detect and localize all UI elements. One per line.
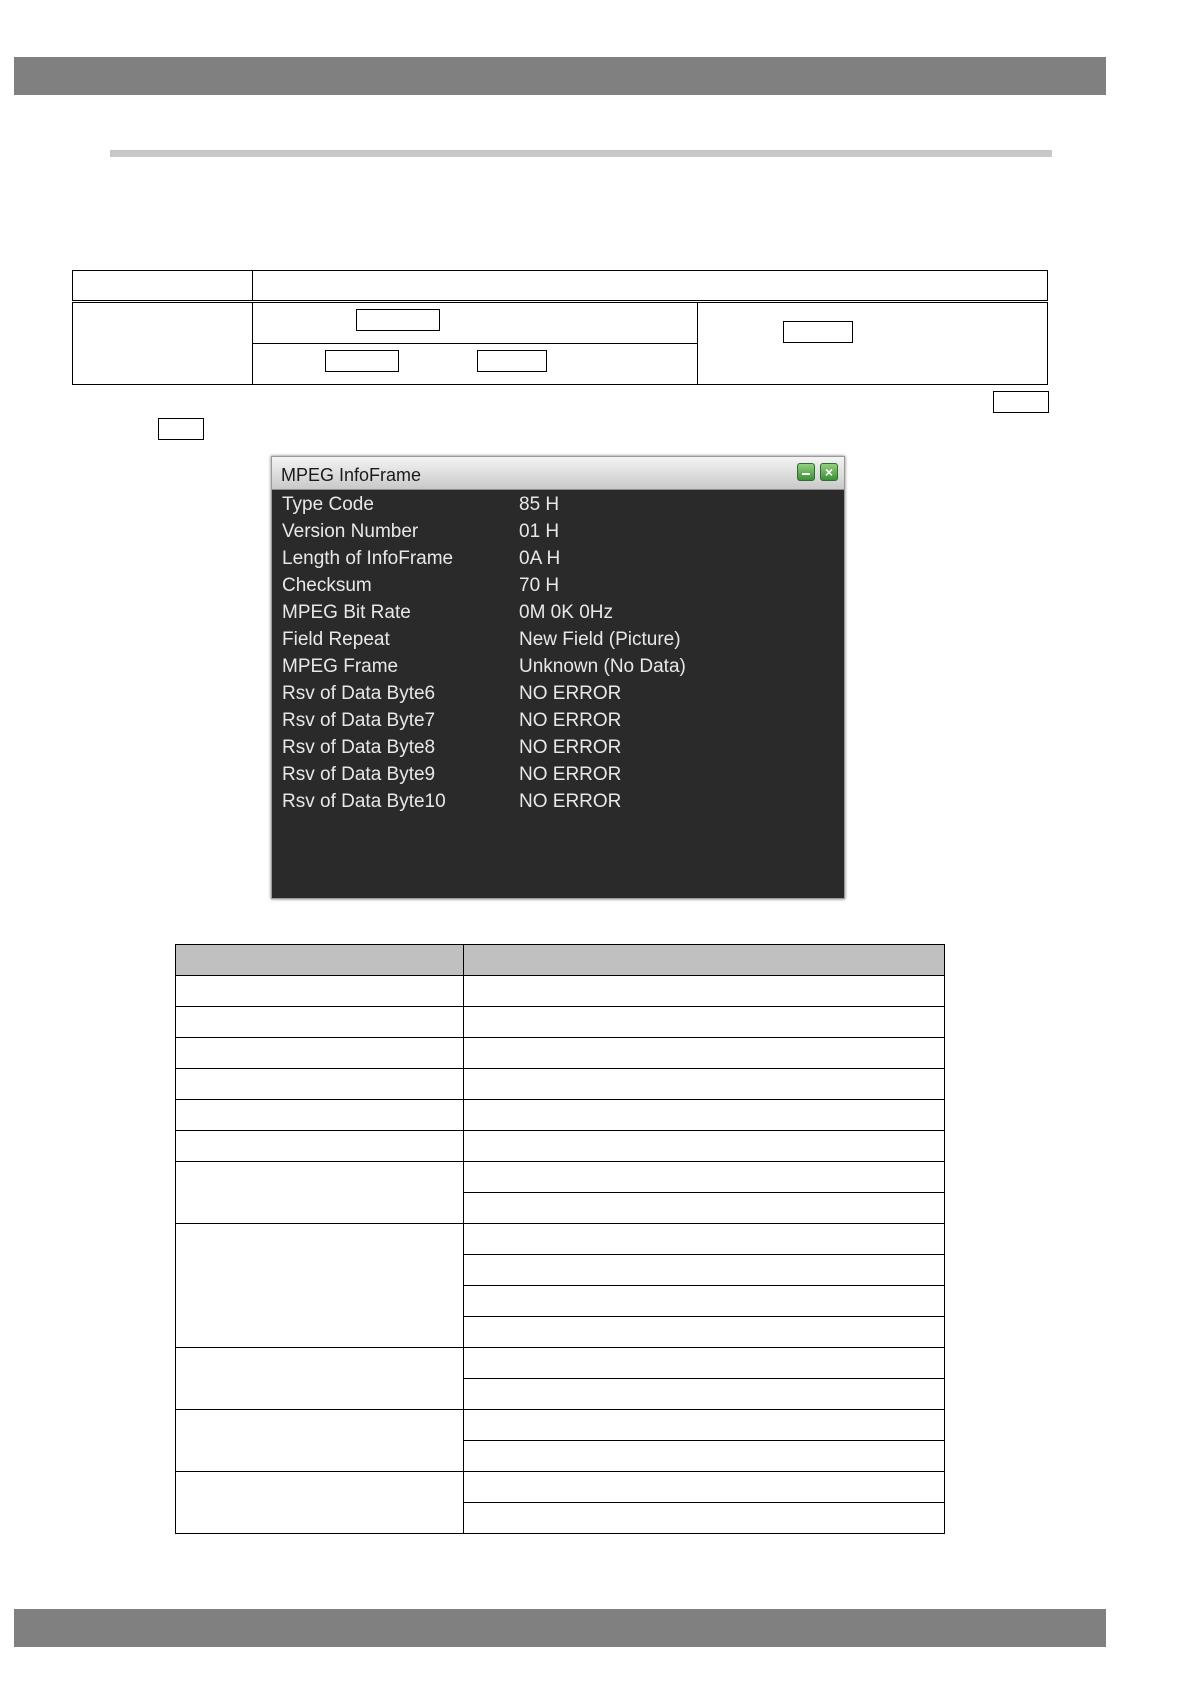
info-label: Rsv of Data Byte7 — [282, 710, 436, 731]
spec-table-row — [176, 976, 945, 1007]
info-value: NO ERROR — [519, 737, 622, 758]
spec-cell — [464, 1255, 945, 1286]
info-label: Length of InfoFrame — [282, 548, 454, 569]
info-value: NO ERROR — [519, 683, 622, 704]
spec-cell — [464, 1348, 945, 1379]
spec-header-cell — [464, 945, 945, 976]
info-row-rsv-byte10 — [272, 788, 844, 815]
info-row-mpeg-frame — [272, 653, 844, 680]
info-label: Checksum — [282, 575, 372, 596]
spec-table-header — [176, 945, 945, 976]
info-value: 70 H — [519, 575, 560, 596]
spec-cell — [464, 1317, 945, 1348]
spec-cell — [464, 1038, 945, 1069]
spec-table-row — [176, 1224, 945, 1255]
info-row-length — [272, 545, 844, 572]
op-table-cell-lower — [252, 343, 698, 385]
spec-cell — [464, 1069, 945, 1100]
spec-cell — [464, 1379, 945, 1410]
info-label: Field Repeat — [282, 629, 390, 650]
info-label: Rsv of Data Byte8 — [282, 737, 436, 758]
info-row-checksum — [272, 572, 844, 599]
mpeg-infoframe-window — [271, 456, 845, 899]
key-box — [993, 391, 1049, 413]
spec-table-row — [176, 1472, 945, 1503]
minimize-button[interactable] — [797, 463, 815, 481]
info-value: 0M 0K 0Hz — [519, 602, 613, 623]
spec-cell — [464, 1162, 945, 1193]
info-value: 01 H — [519, 521, 560, 542]
spec-cell — [464, 976, 945, 1007]
spec-cell — [464, 1007, 945, 1038]
info-row-rsv-byte7 — [272, 707, 844, 734]
info-row-version-number — [272, 518, 844, 545]
spec-cell — [464, 1100, 945, 1131]
close-icon: × — [824, 464, 834, 480]
spec-cell — [176, 1224, 464, 1348]
op-table-header-left — [72, 270, 253, 301]
info-row-rsv-byte9 — [272, 761, 844, 788]
spec-table-row — [176, 1100, 945, 1131]
close-button[interactable] — [820, 463, 838, 481]
spec-cell — [176, 976, 464, 1007]
spec-cell — [176, 1069, 464, 1100]
spec-cell — [464, 1503, 945, 1534]
spec-table-row — [176, 1007, 945, 1038]
minimize-icon — [802, 473, 810, 475]
spec-table-row — [176, 1162, 945, 1193]
info-label: Rsv of Data Byte9 — [282, 764, 436, 785]
op-table-cell-upper — [252, 302, 698, 344]
key-box — [356, 309, 440, 331]
info-value: 0A H — [519, 548, 561, 569]
spec-cell — [176, 1007, 464, 1038]
spec-cell — [176, 1348, 464, 1410]
spec-cell — [464, 1472, 945, 1503]
section-rule — [110, 150, 1052, 157]
spec-header-cell — [176, 945, 464, 976]
spec-cell — [176, 1410, 464, 1472]
spec-cell — [176, 1100, 464, 1131]
info-label: Version Number — [282, 521, 419, 542]
spec-cell — [464, 1286, 945, 1317]
info-value: New Field (Picture) — [519, 629, 681, 650]
window-titlebar[interactable] — [272, 457, 844, 490]
spec-cell — [176, 1131, 464, 1162]
info-value: Unknown (No Data) — [519, 656, 686, 677]
info-row-type-code — [272, 491, 844, 518]
info-row-rsv-byte6 — [272, 680, 844, 707]
spec-table-row — [176, 1069, 945, 1100]
info-value: 85 H — [519, 494, 560, 515]
infoframe-list — [272, 491, 844, 815]
spec-cell — [464, 1224, 945, 1255]
footer-band — [14, 1609, 1106, 1647]
info-row-field-repeat — [272, 626, 844, 653]
spec-table — [175, 944, 945, 1534]
info-label: Rsv of Data Byte10 — [282, 791, 446, 812]
spec-table-row — [176, 1410, 945, 1441]
window-title: MPEG InfoFrame — [281, 465, 422, 485]
info-label: Rsv of Data Byte6 — [282, 683, 436, 704]
spec-cell — [176, 1038, 464, 1069]
op-table-row-label-cell — [72, 302, 253, 385]
spec-cell — [464, 1193, 945, 1224]
key-box — [477, 350, 547, 372]
spec-cell — [464, 1410, 945, 1441]
spec-table-row — [176, 1348, 945, 1379]
info-label: MPEG Frame — [282, 656, 399, 677]
spec-table-row — [176, 1038, 945, 1069]
info-label: MPEG Bit Rate — [282, 602, 411, 623]
header-band — [14, 57, 1106, 95]
spec-table-row — [176, 1131, 945, 1162]
info-value: NO ERROR — [519, 710, 622, 731]
spec-cell — [464, 1131, 945, 1162]
spec-cell — [176, 1162, 464, 1224]
info-row-bit-rate — [272, 599, 844, 626]
op-table-cell-right — [697, 302, 1048, 385]
key-box — [783, 321, 853, 343]
info-label: Type Code — [282, 494, 374, 515]
info-value: NO ERROR — [519, 791, 622, 812]
spec-cell — [464, 1441, 945, 1472]
key-box — [158, 418, 204, 440]
info-value: NO ERROR — [519, 764, 622, 785]
info-row-rsv-byte8 — [272, 734, 844, 761]
spec-cell — [176, 1472, 464, 1534]
op-table-header-right — [252, 270, 1048, 301]
key-box — [325, 350, 399, 372]
